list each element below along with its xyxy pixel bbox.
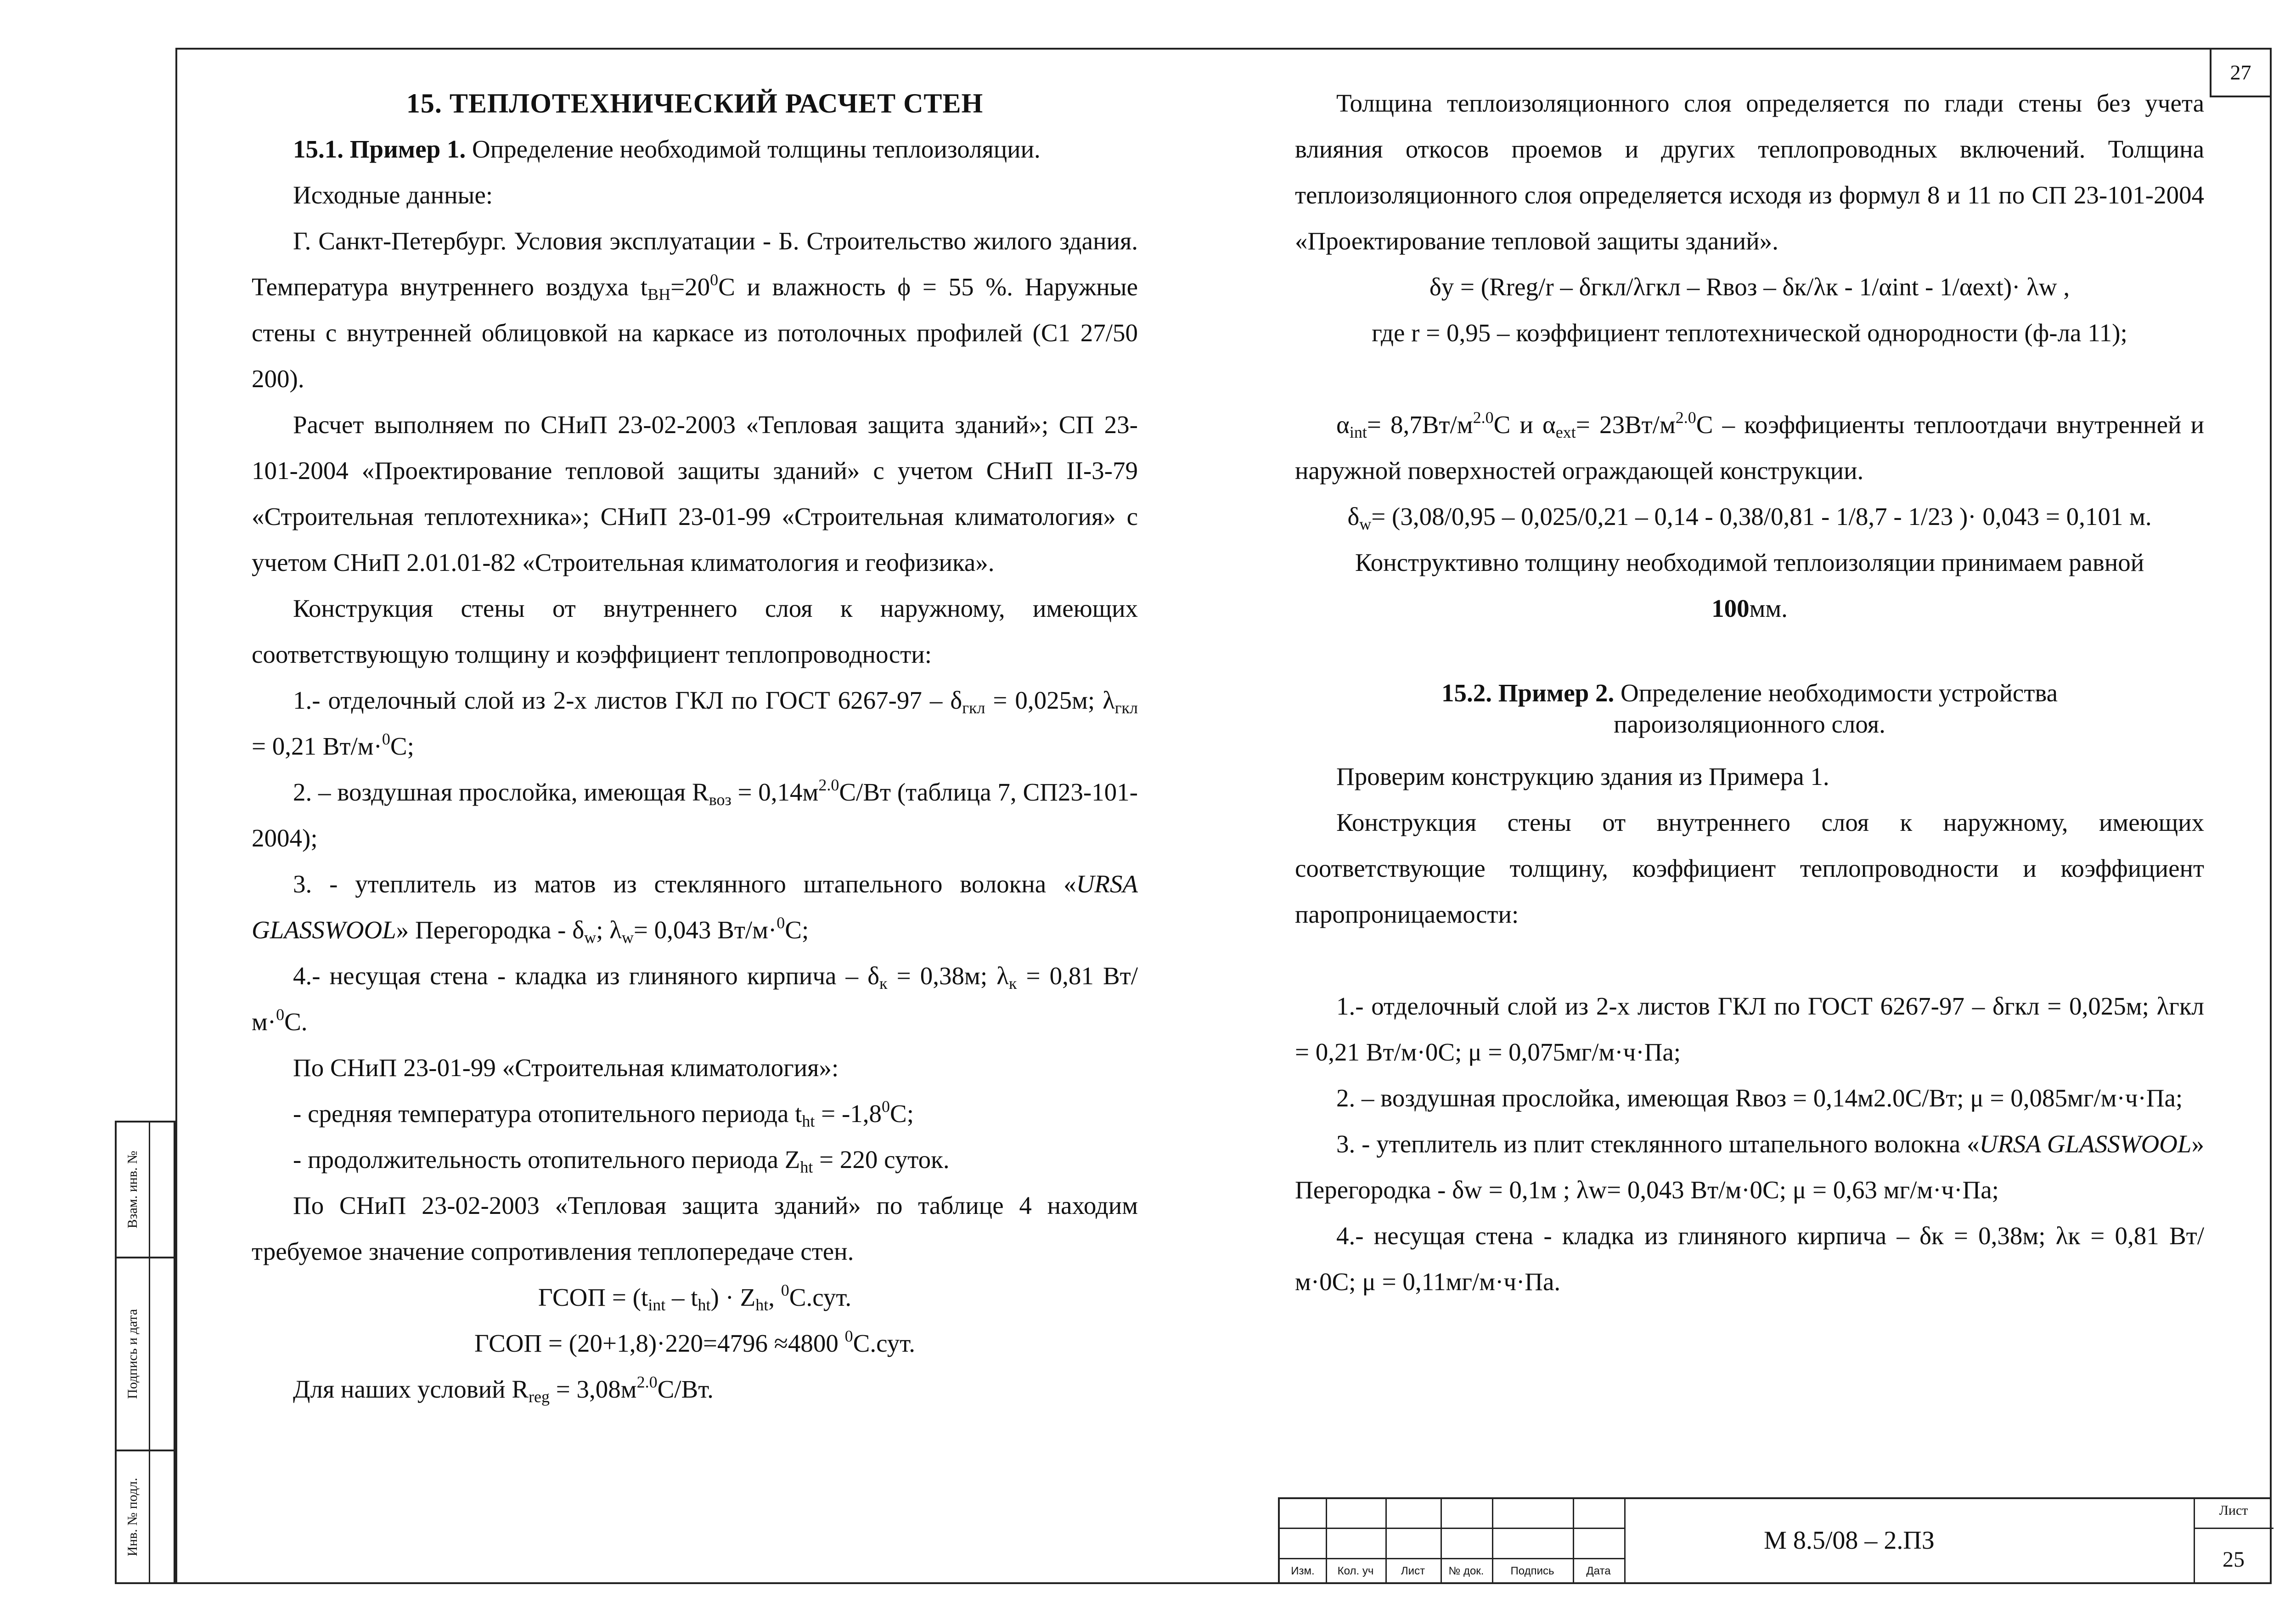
paragraph: $\alpha_{int}= 8,7Вт/м^{2.0}С$ и $\alpha_{ext}= 23Вт/м^{2.0}С$ – коэффициенты теплоотдачи внутренней и наружной поверхностей ограждающей конструкции. — [1295, 408, 2204, 485]
document-code: М 8.5/08 – 2.ПЗ — [1764, 1526, 1935, 1555]
list-item: 2. – воздушная прослойка, имеющая $R_{воз} = 0,14м^{2.0}С/Вт$ (таблица 7, СП23-101-2004); — [252, 776, 1138, 852]
tb-header: Подпись — [1510, 1565, 1554, 1577]
formula: ГСОП = (20+1,8)·220=4796 ≈4800 $^0$С.сут. — [474, 1327, 915, 1357]
section-heading: 15. ТЕПЛОТЕХНИЧЕСКИЙ РАСЧЕТ СТЕН — [406, 88, 984, 118]
tb-header: Лист — [1401, 1565, 1425, 1577]
paragraph: Г. Санкт-Петербург. Условия эксплуатации - Б. Строительство жилого здания. Температура внутреннего воздуха $t_{ВН}=20^0С$ и влажность ϕ = 55 %. Наружные стены с внутренней облицовкой на каркасе из потолочных профилей (С1 27/50 200). — [252, 227, 1138, 393]
page-number-top: 27 — [2210, 48, 2272, 97]
example1-title: 15.1. Пример 1. Определение необходимой толщины теплоизоляции. — [293, 135, 1041, 163]
side-stamp-label: Инв. № подл. — [125, 1478, 140, 1556]
tb-header: Дата — [1586, 1565, 1611, 1577]
paragraph: 100мм. — [1711, 594, 1788, 622]
tb-header: Кол. уч — [1337, 1565, 1374, 1577]
sheet-number: 25 — [2223, 1547, 2245, 1572]
side-stamp-label: Взам. инв. № — [125, 1151, 140, 1229]
right-column — [1295, 80, 2204, 1305]
paragraph: По СНиП 23-01-99 «Строительная климатология»: — [293, 1054, 839, 1082]
list-item: 4.- несущая стена - кладка из глиняного кирпича – $\delta_к = 0,38м$; $\lambda_к = 0,81$ Вт/м·$^0$С. — [252, 962, 1138, 1036]
paragraph: Для наших условий $R_{reg} = 3,08м^{2.0}С/Вт$. — [293, 1373, 714, 1406]
list-item: 4.- несущая стена - кладка из глиняного кирпича – δк = 0,38м; λк = 0,81 Вт/м·0С; μ = 0,11мг/м·ч·Па. — [1295, 1222, 2204, 1296]
sheet-label: Лист — [2219, 1503, 2248, 1518]
paragraph: Расчет выполняем по СНиП 23-02-2003 «Тепловая защита зданий»; СП 23-101-2004 «Проектирование тепловой защиты зданий» с учетом СНиП II-3-79 «Строительная теплотехника»; СНиП 23-01-99 «Строительная климатология» с учетом СНиП 2.01.01-82 «Строительная климатология и геофизика». — [252, 411, 1138, 576]
formula: $\delta_w= (3,08/0,95 - 0,025/0,21 - 0,14 - 0,38/0,81 - 1/8,7 - 1/23$ )· 0,043 = 0,101 м. — [1347, 502, 2152, 533]
paragraph: Проверим конструкцию здания из Примера 1. — [1336, 762, 1829, 790]
example2-title: 15.2. Пример 2. Определение необходимости устройства пароизоляционного слоя. — [1441, 679, 2058, 738]
bullet: - средняя температура отопительного периода $t_{ht} = -1,8^0С$; — [293, 1097, 914, 1130]
formula: ГСОП = $(t_{int} - t_{ht}) \cdot Z_{ht}$, $^0$С.сут. — [538, 1281, 852, 1314]
side-stamp-1 — [115, 1121, 175, 1258]
tb-header: Изм. — [1291, 1565, 1315, 1577]
side-stamp-3 — [115, 1451, 175, 1584]
list-item: 1.- отделочный слой из 2-х листов ГКЛ по ГОСТ 6267-97 – δгкл = 0,025м; λгкл = 0,21 Вт/м·0С; μ = 0,075мг/м·ч·Па; — [1295, 992, 2204, 1066]
side-stamp-label: Подпись и дата — [125, 1309, 140, 1399]
list-item: 3. - утеплитель из матов из стеклянного штапельного волокна «URSA GLASSWOOL» Перегородка - $\delta_w$; $\lambda_w= 0,043$ Вт/м·$^0$С; — [252, 870, 1138, 947]
paragraph: Толщина теплоизоляционного слоя определяется по глади стены без учета влияния откосов проемов и других теплопроводных включений. Толщина теплоизоляционного слоя определяется исходя из формул 8 и 11 по СП 23-101-2004 «Проектирование тепловой защиты зданий». — [1295, 89, 2204, 255]
list-item: 3. - утеплитель из плит стеклянного штапельного волокна «URSA GLASSWOOL» Перегородка - δw = 0,1м ; λw= 0,043 Вт/м·0С; μ = 0,63 мг/м·ч·Па; — [1295, 1130, 2204, 1204]
formula-note: где r = 0,95 – коэффициент теплотехнической однородности (ф-ла 11); — [1372, 319, 2127, 347]
list-item: 1.- отделочный слой из 2-х листов ГКЛ по ГОСТ $6267-97 - \delta_{гкл} = 0,025м$; $\lambda_{гкл} = 0,21$ Вт/м·$^0$С; — [252, 686, 1138, 760]
title-block — [1278, 1497, 2272, 1584]
side-stamp-2 — [115, 1258, 175, 1451]
bullet: - продолжительность отопительного периода $Z_{ht} = 220$ суток. — [293, 1145, 950, 1176]
list-item: 2. – воздушная прослойка, имеющая Rвоз = 0,14м2.0С/Вт; μ = 0,085мг/м·ч·Па; — [1336, 1084, 2183, 1112]
paragraph: Конструкция стены от внутреннего слоя к наружному, имеющих соответствующие толщину, коэффициент теплопроводности и коэффициент паропроницаемости: — [1295, 808, 2204, 928]
paragraph: По СНиП 23-02-2003 «Тепловая защита зданий» по таблице 4 находим требуемое значение сопротивления теплопередаче стен. — [252, 1191, 1138, 1265]
paragraph: Конструктивно толщину необходимой теплоизоляции принимаем равной — [1355, 548, 2144, 576]
tb-header: № док. — [1448, 1565, 1484, 1577]
paragraph: Конструкция стены от внутреннего слоя к наружному, имеющих соответствующую толщину и коэффициент теплопроводности: — [252, 594, 1138, 668]
formula: δу = (Rreg/r – δгкл/λгкл – Rвоз – δк/λк - 1/αint - 1/αext)· λw , — [1429, 273, 2070, 301]
initial-data-label: Исходные данные: — [293, 181, 493, 209]
left-column — [252, 80, 1138, 1412]
